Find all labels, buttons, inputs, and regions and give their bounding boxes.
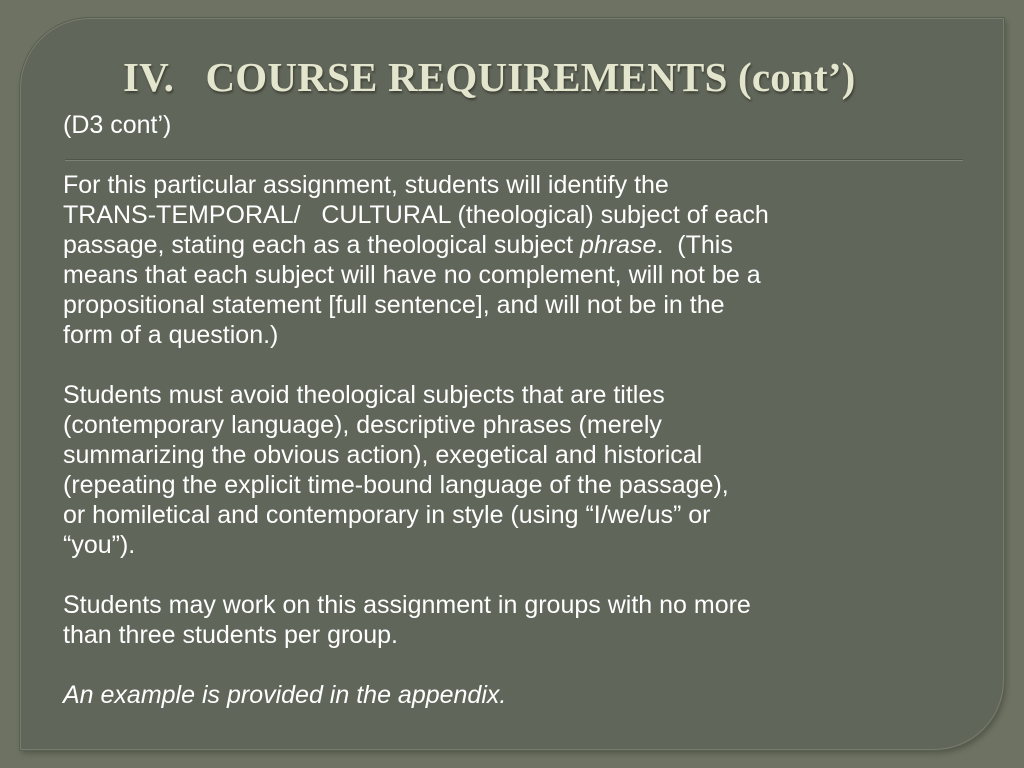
section-subheading: (D3 cont’) [63, 111, 172, 139]
text-line: means that each subject will have no complement, will not be a [63, 261, 761, 289]
text-line: An example is provided in the appendix. [63, 681, 507, 709]
text-line: summarizing the obvious action), exegetical and historical [63, 441, 703, 469]
slide-title: IV. COURSE REQUIREMENTS (cont’) [123, 54, 856, 100]
text-segment: passage, stating each as a theological subject [63, 231, 581, 259]
text-line: than three students per group. [63, 621, 398, 649]
text-line: propositional statement [full sentence], and will not be in the [63, 291, 725, 319]
paragraph-avoid-subjects [63, 380, 968, 560]
divider-line [65, 159, 963, 161]
text-segment: . (This [656, 231, 733, 259]
paragraph-assignment-description [63, 170, 968, 350]
emphasized-word: phrase [580, 231, 657, 259]
text-line: For this particular assignment, students will identify the [63, 171, 669, 199]
text-line: or homiletical and contemporary in style (using “I/we/us” or [63, 501, 711, 529]
text-line: “you”). [63, 531, 136, 559]
text-line: (contemporary language), descriptive phrases (merely [63, 411, 662, 439]
text-line: form of a question.) [63, 321, 279, 349]
text-line [63, 230, 968, 260]
text-line: TRANS-TEMPORAL/ CULTURAL (theological) subject of each [63, 201, 769, 229]
paragraph-group-work [63, 590, 968, 650]
text-line: Students may work on this assignment in groups with no more [63, 591, 751, 619]
paragraph-example-note [63, 680, 968, 710]
text-line: Students must avoid theological subjects that are titles [63, 381, 665, 409]
text-line: (repeating the explicit time-bound language of the passage), [63, 471, 729, 499]
